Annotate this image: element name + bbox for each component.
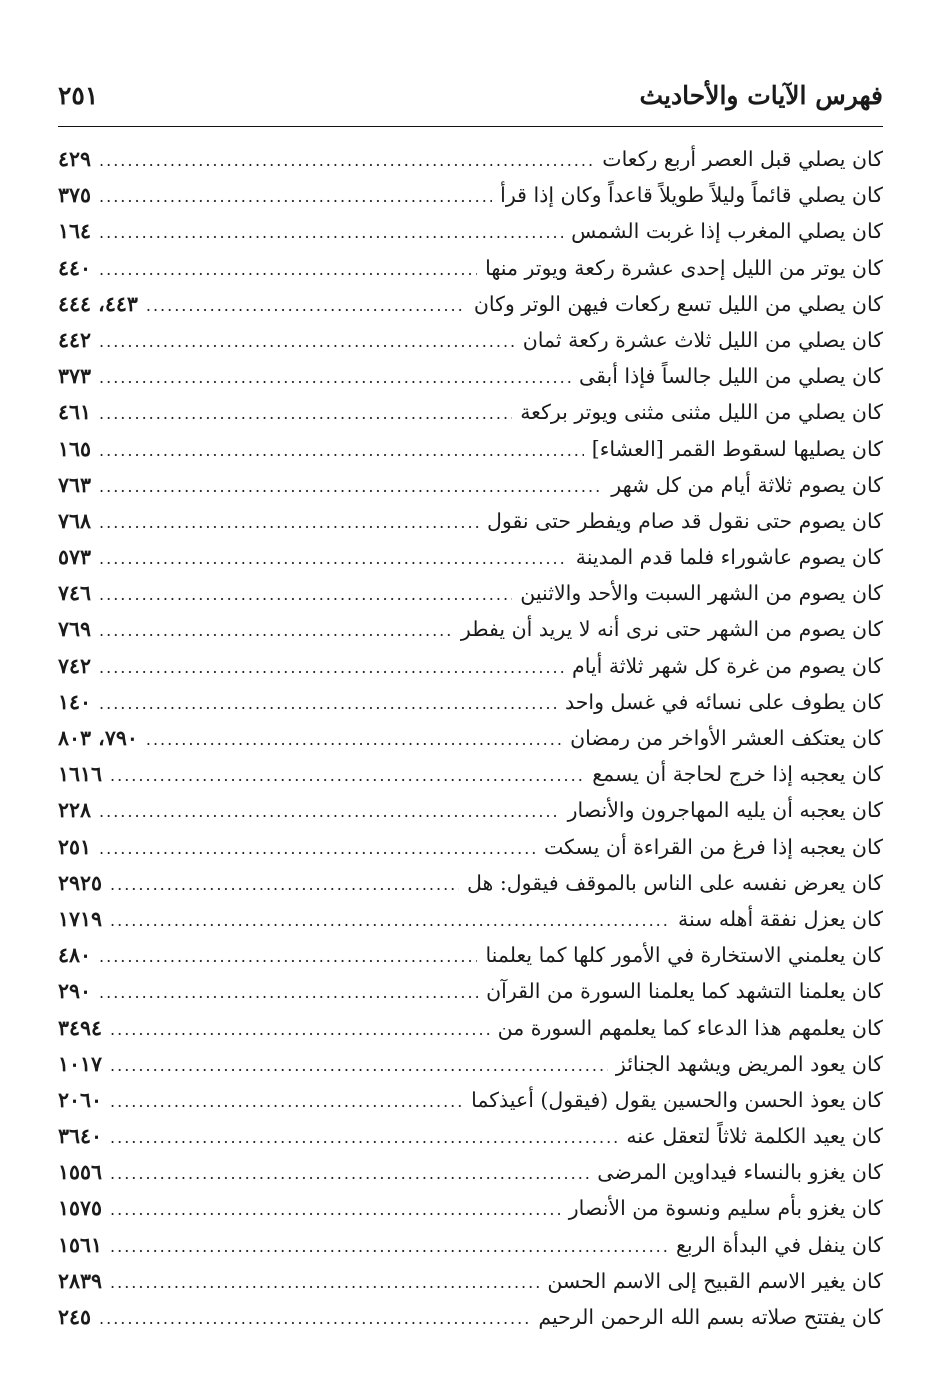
entry-reference-number: ٢٥١ — [58, 834, 92, 859]
entry-text: كان يصلي من الليل مثنى مثنى ويوتر بركعة — [520, 400, 883, 425]
dot-leader — [146, 288, 466, 324]
entry-text: كان يصوم حتى نقول قد صام ويفطر حتى نقول — [487, 508, 883, 533]
entry-reference-number: ٧٤٢ — [58, 653, 92, 678]
entry-reference-number: ٤٨٠ — [58, 943, 92, 968]
index-entry — [58, 720, 883, 756]
entry-text: كان يصوم من الشهر السبت والأحد والاثنين — [520, 581, 883, 606]
entry-text: كان يعجبه إذا خرج لحاجة أن يسمع — [592, 762, 883, 787]
dot-leader — [99, 324, 515, 360]
entry-text: كان يعوذ الحسن والحسين يقول (فيقول) أعيذكما — [471, 1087, 883, 1112]
entry-reference-number: ٤٤٣، ٤٤٤ — [58, 291, 138, 316]
index-entry — [58, 1227, 883, 1263]
entry-reference-number: ٤٦١ — [58, 400, 92, 425]
entry-text: كان يعيد الكلمة ثلاثاً لتعقل عنه — [626, 1124, 883, 1149]
dot-leader — [99, 577, 512, 613]
entry-text: كان يصلي من الليل تسع ركعات فيهن الوتر وكان — [473, 291, 883, 316]
index-entry — [58, 1046, 883, 1082]
dot-leader — [99, 613, 453, 649]
index-entry — [58, 394, 883, 430]
dot-leader — [99, 143, 594, 179]
dot-leader — [110, 903, 670, 939]
dot-leader — [99, 469, 603, 505]
index-entry — [58, 141, 883, 177]
dot-leader — [110, 867, 459, 903]
index-entry — [58, 937, 883, 973]
entry-text: كان يصلي المغرب إذا غربت الشمس — [571, 219, 883, 244]
entry-reference-number: ٣٧٣ — [58, 364, 92, 389]
index-entry — [58, 575, 883, 611]
entry-reference-number: ٣٤٩٤ — [58, 1015, 103, 1040]
entry-reference-number: ٢٨٣٩ — [58, 1268, 103, 1293]
index-entry — [58, 1299, 883, 1335]
dot-leader — [110, 1265, 539, 1301]
index-entry — [58, 1263, 883, 1299]
page-title: فهرس الآيات والأحاديث — [639, 81, 883, 110]
entry-reference-number: ٣٦٤٠ — [58, 1124, 103, 1149]
entry-text: كان يعرض نفسه على الناس بالموقف فيقول: هل — [467, 870, 883, 895]
entry-reference-number: ١٦٤ — [58, 219, 92, 244]
header-rule — [58, 126, 883, 127]
dot-leader — [99, 215, 563, 251]
entry-text: كان ينفل في البدأة الربع — [676, 1232, 883, 1257]
dot-leader — [110, 1156, 589, 1192]
dot-leader — [110, 1120, 618, 1156]
dot-leader — [99, 360, 571, 396]
index-entry — [58, 286, 883, 322]
dot-leader — [110, 1012, 490, 1048]
index-entry — [58, 792, 883, 828]
dot-leader — [99, 252, 477, 288]
entry-reference-number: ١٤٠ — [58, 689, 92, 714]
dot-leader — [99, 686, 557, 722]
dot-leader — [99, 794, 560, 830]
entry-text: كان يعجبه أن يليه المهاجرون والأنصار — [567, 798, 883, 823]
entry-reference-number: ٣٧٥ — [58, 183, 92, 208]
dot-leader — [99, 975, 478, 1011]
entry-reference-number: ٤٢٩ — [58, 147, 92, 171]
dot-leader — [99, 541, 568, 577]
entry-text: كان يصوم من الشهر حتى نرى أنه لا يريد أن يفطر — [460, 617, 883, 642]
dot-leader — [99, 505, 479, 541]
entry-reference-number: ١٥٥٦ — [58, 1160, 103, 1185]
entry-reference-number: ٧٩٠، ٨٠٣ — [58, 726, 138, 750]
entry-reference-number: ٢٢٨ — [58, 798, 92, 823]
index-entry — [58, 648, 883, 684]
dot-leader — [99, 179, 492, 215]
entry-reference-number: ١٦٥ — [58, 436, 92, 461]
index-list — [58, 141, 883, 1335]
entry-text: كان يعزل نفقة أهله سنة — [678, 906, 883, 931]
dot-leader — [110, 1229, 668, 1265]
dot-leader — [99, 433, 584, 469]
entry-reference-number: ١٧١٩ — [58, 906, 103, 931]
index-entry — [58, 177, 883, 213]
entry-reference-number: ٥٧٣ — [58, 545, 92, 570]
index-entry — [58, 539, 883, 575]
entry-reference-number: ٧٦٣ — [58, 472, 92, 497]
entry-reference-number: ١٠١٧ — [58, 1051, 103, 1076]
dot-leader — [99, 939, 477, 975]
entry-text: كان يغزو بالنساء فيداوين المرضى — [597, 1160, 883, 1185]
entry-text: كان يوتر من الليل إحدى عشرة ركعة ويوتر منها — [485, 255, 883, 280]
index-entry — [58, 1010, 883, 1046]
index-entry — [58, 611, 883, 647]
entry-reference-number: ٧٦٩ — [58, 617, 92, 642]
index-entry — [58, 901, 883, 937]
dot-leader — [99, 831, 536, 867]
entry-reference-number: ١٥٧٥ — [58, 1196, 103, 1221]
index-entry — [58, 358, 883, 394]
dot-leader — [99, 396, 512, 432]
entry-text: كان يعلمهم هذا الدعاء كما يعلمهم السورة من — [497, 1015, 883, 1040]
index-entry — [58, 431, 883, 467]
entry-reference-number: ٤٤٠ — [58, 255, 92, 280]
index-entry — [58, 1118, 883, 1154]
entry-reference-number: ٤٤٢ — [58, 327, 92, 352]
index-entry — [58, 213, 883, 249]
index-entry — [58, 973, 883, 1009]
entry-text: كان يصوم من غرة كل شهر ثلاثة أيام — [572, 653, 883, 678]
dot-leader — [110, 1192, 561, 1228]
index-entry — [58, 829, 883, 865]
entry-reference-number: ١٦١٦ — [58, 762, 103, 787]
entry-text: كان يعتكف العشر الأواخر من رمضان — [570, 726, 883, 750]
dot-leader — [110, 758, 584, 794]
index-entry — [58, 756, 883, 792]
index-entry — [58, 1154, 883, 1190]
entry-text: كان يصلي قائماً وليلاً طويلاً قاعداً وكان إذا قرأ — [500, 183, 883, 208]
entry-text: كان يصوم ثلاثة أيام من كل شهر — [611, 472, 883, 497]
entry-text: كان يصليها لسقوط القمر [العشاء] — [591, 436, 883, 461]
entry-reference-number: ٢٤٥ — [58, 1305, 92, 1329]
index-entry — [58, 503, 883, 539]
index-entry — [58, 684, 883, 720]
index-entry — [58, 250, 883, 286]
entry-text: كان يصلي من الليل جالساً فإذا أبقى — [579, 364, 883, 389]
dot-leader — [146, 722, 562, 758]
dot-leader — [110, 1048, 608, 1084]
entry-text: كان يعلمنا التشهد كما يعلمنا السورة من القرآن — [486, 979, 883, 1004]
entry-reference-number: ٢٩٠ — [58, 979, 92, 1004]
entry-text: كان يعجبه إذا فرغ من القراءة أن يسكت — [543, 834, 883, 859]
dot-leader — [110, 1084, 463, 1120]
entry-text: كان يصلي من الليل ثلاث عشرة ركعة ثمان — [522, 327, 883, 352]
index-entry — [58, 467, 883, 503]
index-entry — [58, 322, 883, 358]
page-number: ٢٥١ — [58, 81, 99, 110]
entry-text: كان يطوف على نسائه في غسل واحد — [564, 689, 883, 714]
entry-text: كان يغزو بأم سليم ونسوة من الأنصار — [568, 1196, 883, 1221]
dot-leader — [99, 650, 564, 686]
entry-text: كان يعلمني الاستخارة في الأمور كلها كما يعلمنا — [485, 943, 883, 968]
entry-reference-number: ١٥٦١ — [58, 1232, 103, 1257]
page-header — [58, 74, 883, 118]
entry-reference-number: ٢٩٢٥ — [58, 870, 103, 895]
entry-text: كان يفتتح صلاته بسم الله الرحمن الرحيم — [538, 1305, 883, 1329]
index-entry — [58, 1190, 883, 1226]
entry-reference-number: ٧٦٨ — [58, 508, 92, 533]
dot-leader — [99, 1301, 530, 1337]
entry-reference-number: ٧٤٦ — [58, 581, 92, 606]
index-entry — [58, 865, 883, 901]
entry-reference-number: ٢٠٦٠ — [58, 1087, 103, 1112]
entry-text: كان يعود المريض ويشهد الجنائز — [615, 1051, 883, 1076]
index-entry — [58, 1082, 883, 1118]
entry-text: كان يصلي قبل العصر أربع ركعات — [602, 147, 883, 171]
entry-text: كان يغير الاسم القبيح إلى الاسم الحسن — [547, 1268, 883, 1293]
entry-text: كان يصوم عاشوراء فلما قدم المدينة — [575, 545, 883, 570]
